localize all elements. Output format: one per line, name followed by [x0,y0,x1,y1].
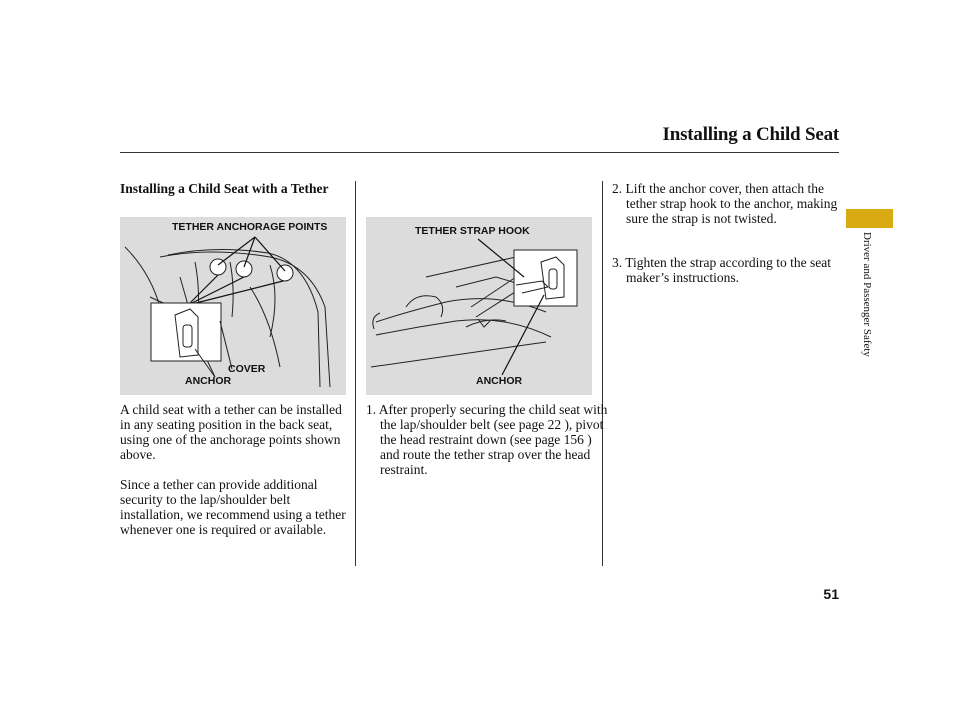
cover-label: COVER [228,363,266,375]
head-restraint-illustration [366,217,592,395]
title-divider [120,152,839,153]
column-divider-left [355,181,356,566]
intro-paragraph: A child seat with a tether can be installed in any seating position in the back seat, using one of the anchorage points shown above. [120,402,342,462]
recommendation-paragraph: Since a tether can provide additional security to the lap/shoulder belt installation, we recommend using a tether whenever one is required or available. [120,477,346,537]
page-title: Installing a Child Seat [662,124,839,145]
page-number: 51 [823,586,839,602]
step-3: 3. Tighten the strap according to the seat maker’s instructions. [612,255,831,285]
anchor-label-middle: ANCHOR [476,375,523,387]
column-divider-right [602,181,603,566]
tether-strap-hook-label: TETHER STRAP HOOK [415,225,530,237]
step-2: 2. Lift the anchor cover, then attach the tether strap hook to the anchor, making sure the strap is not twisted. [612,181,838,226]
anchor-label-left: ANCHOR [185,375,232,387]
section-tab-label: Driver and Passenger Safety [861,232,873,357]
tether-anchorage-figure [120,217,346,395]
tether-anchorage-points-label: TETHER ANCHORAGE POINTS [172,221,328,233]
section-heading: Installing a Child Seat with a Tether [120,181,329,196]
step-1: 1. After properly securing the child seat with the lap/shoulder belt (see page 22 ), pivot the head restraint down (see page 156 ) and route the tether strap over the head restraint. [366,402,608,477]
section-tab [846,209,893,228]
tether-strap-hook-figure [366,217,592,395]
